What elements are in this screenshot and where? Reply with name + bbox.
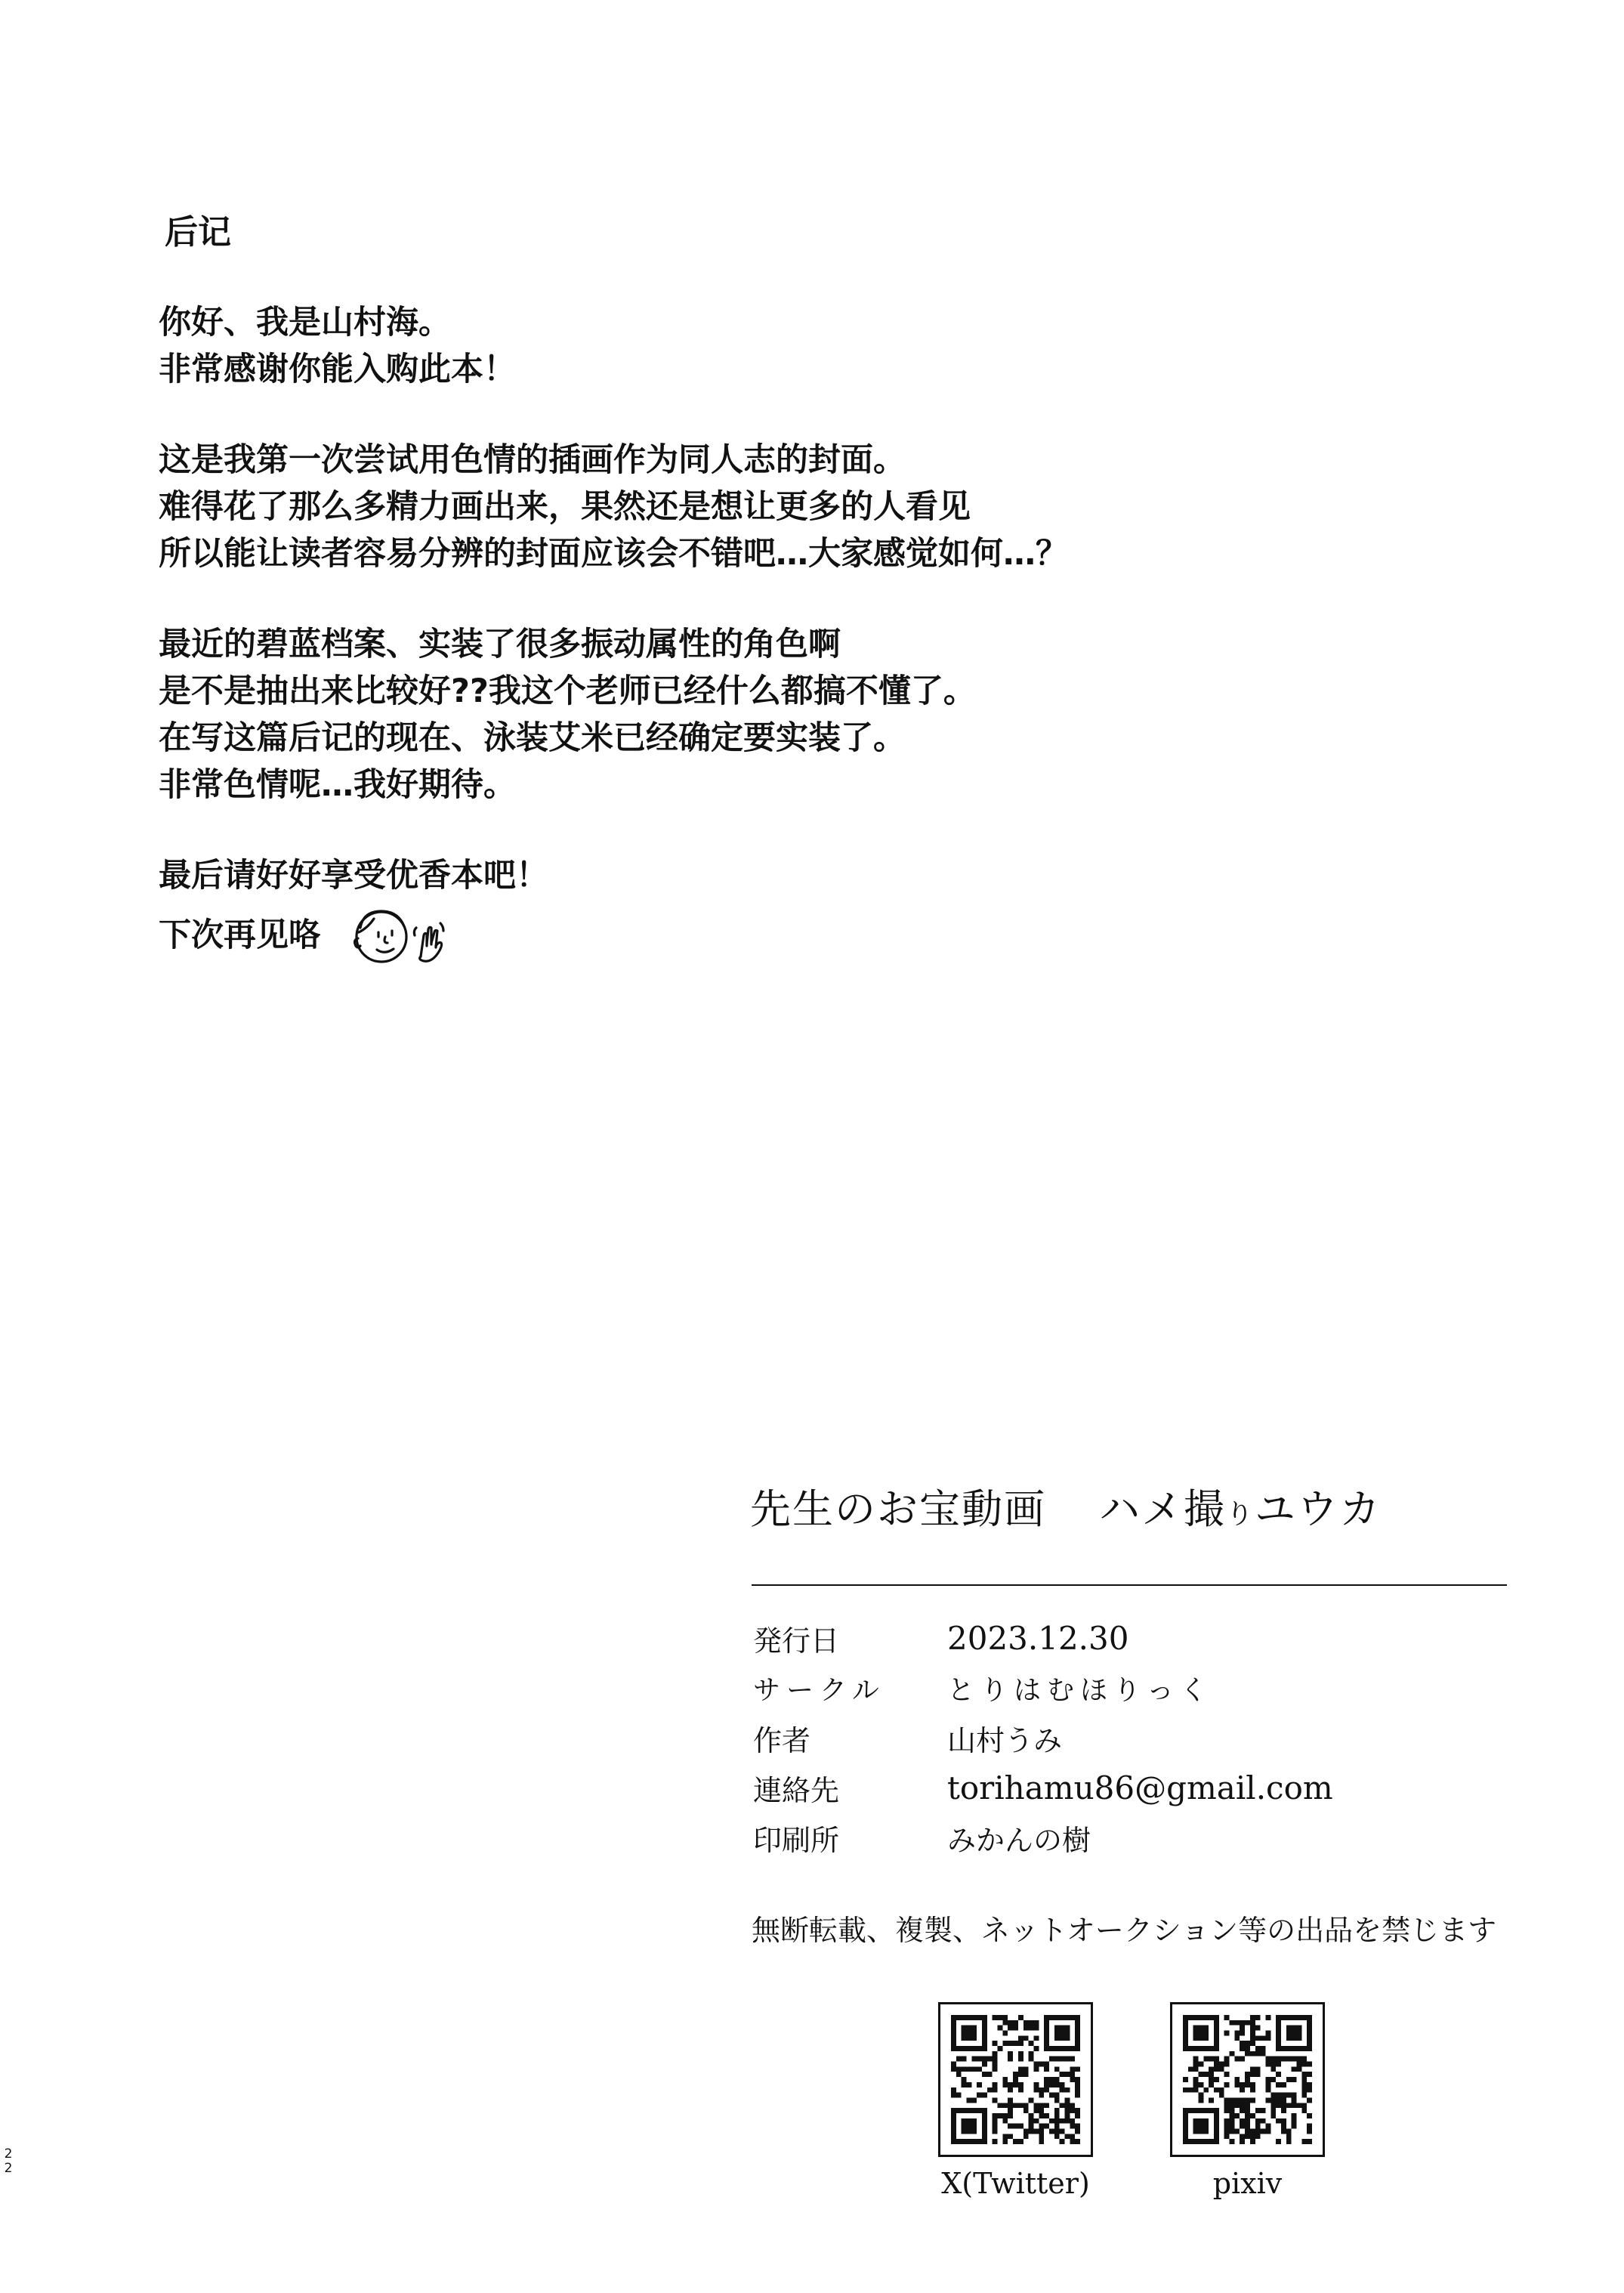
afterword-line: 最后请好好享受优香本吧！ bbox=[159, 857, 548, 895]
colophon-value: みかんの樹 bbox=[947, 1823, 1091, 1857]
qr-caption-pixiv: pixiv bbox=[1212, 2167, 1283, 2200]
qr-finder-pattern bbox=[1183, 2015, 1219, 2051]
colophon-row-contact bbox=[753, 1763, 1333, 1812]
colophon-label: 印刷所 bbox=[753, 1823, 840, 1857]
colophon-table bbox=[753, 1613, 1333, 1862]
afterword-line: 非常感谢你能入购此本！ bbox=[159, 351, 516, 388]
afterword-line: 这是我第一次尝试用色情的插画作为同人志的封面。 bbox=[159, 441, 906, 479]
colophon-label: サークル bbox=[753, 1674, 885, 1706]
page-number bbox=[3, 2147, 14, 2176]
copyright-notice: 無断転載、複製、ネットオークション等の出品を禁じます bbox=[752, 1914, 1497, 1947]
colophon-contact-email: torihamu86@gmail.com bbox=[947, 1769, 1333, 1806]
afterword-line: 难得花了那么多精力画出来，果然还是想让更多的人看见 bbox=[159, 488, 971, 526]
afterword-line: 非常色情呢…我好期待。 bbox=[159, 766, 516, 804]
book-title bbox=[750, 1477, 1382, 1535]
book-title-sub-end: ユウカ bbox=[1255, 1485, 1382, 1533]
colophon-row-date bbox=[753, 1613, 1333, 1663]
qr-finder-pattern bbox=[951, 2015, 987, 2051]
book-title-main: 先生のお宝動画 bbox=[750, 1485, 1046, 1533]
colophon-row-printer bbox=[753, 1812, 1333, 1862]
afterword-line: 最近的碧蓝档案、实装了很多振动属性的角色啊 bbox=[159, 626, 841, 663]
qr-finder-pattern bbox=[1044, 2015, 1080, 2051]
afterword-paragraph-3 bbox=[159, 621, 1367, 808]
afterword-line: 所以能让读者容易分辨的封面应该会不错吧…大家感觉如何…？ bbox=[159, 535, 1068, 573]
afterword-paragraph-4 bbox=[159, 852, 1367, 971]
afterword-paragraph-1 bbox=[159, 299, 1367, 393]
afterword-line: 是不是抽出来比较好??我这个老师已经什么都搞不懂了。 bbox=[159, 672, 976, 710]
colophon-label: 作者 bbox=[753, 1723, 811, 1757]
qr-code-pixiv bbox=[1170, 2002, 1325, 2157]
colophon-label: 連絡先 bbox=[753, 1773, 840, 1807]
qr-finder-pattern bbox=[951, 2108, 987, 2144]
qr-finder-pattern bbox=[1183, 2108, 1219, 2144]
colophon-value: 2023.12.30 bbox=[947, 1619, 1129, 1657]
afterword-closing-line bbox=[159, 899, 446, 971]
book-title-sub: ハメ撮 bbox=[1099, 1485, 1226, 1533]
afterword-heading: 后记 bbox=[165, 213, 231, 252]
dinosaur-icon bbox=[998, 2062, 1034, 2098]
afterword-section bbox=[159, 210, 1367, 971]
page-number-digit: 2 bbox=[4, 2161, 13, 2176]
qr-finder-pattern bbox=[1276, 2015, 1312, 2051]
colophon-row-circle bbox=[753, 1663, 1333, 1713]
qr-code-twitter bbox=[938, 2002, 1093, 2157]
colophon-label: 発行日 bbox=[753, 1624, 840, 1658]
afterword-paragraph-2 bbox=[159, 437, 1367, 577]
qr-caption-twitter: X(Twitter) bbox=[941, 2167, 1090, 2200]
colophon-row-author bbox=[753, 1713, 1333, 1763]
qr-code-image bbox=[951, 2015, 1080, 2144]
afterword-line: 在写这篇后记的现在、泳装艾米已经确定要实装了。 bbox=[159, 719, 906, 757]
colophon-value: とりはむほりっく bbox=[947, 1674, 1214, 1706]
colophon-value: 山村うみ bbox=[947, 1723, 1063, 1757]
afterword-line: 下次再见咯 bbox=[159, 916, 321, 954]
qr-code-image bbox=[1183, 2015, 1312, 2144]
colophon-divider bbox=[752, 1584, 1507, 1586]
page-number-digit: 2 bbox=[4, 2146, 13, 2162]
afterword-line: 你好、我是山村海。 bbox=[159, 304, 451, 341]
book-title-sub-small: り bbox=[1226, 1499, 1255, 1530]
waving-face-doodle-icon bbox=[348, 899, 446, 971]
dinosaur-icon bbox=[1230, 2062, 1266, 2098]
